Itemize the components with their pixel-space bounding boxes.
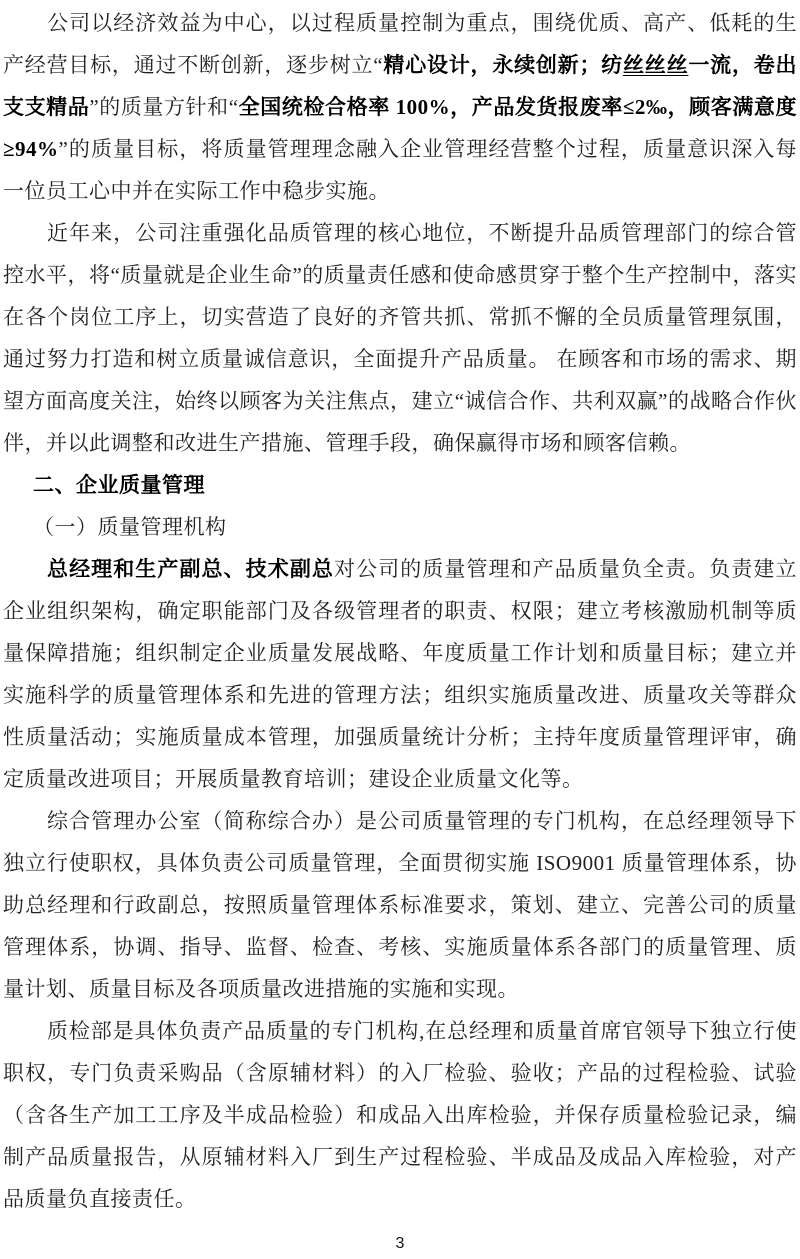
- text-run: 全国统检合格率 100%，产品发货报废率≤2‰，顾客满意度≥94%: [3, 95, 797, 161]
- section-heading: [3, 464, 797, 506]
- paragraph: [3, 212, 797, 464]
- text-run: 精心设计，永续创新；纺: [383, 53, 624, 77]
- paragraph: [3, 2, 797, 212]
- page-number: 3: [395, 1235, 405, 1252]
- text-run: 对公司的质量管理和产品质量负全责。负责建立企业组织架构，确定职能部门及各级管理者的职责、权限；建立考核激励机制等质量保障措施；组织制定企业质量发展战略、年度质量工作计划和质量目标；建立并实施科学的质量管理体系和先进的管理方法；组织实施质量改进、质量攻关等群众性质量活动；实施质量成本管理，加强质量统计分析；主持年度质量管理评审，确定质量改进项目；开展质量教育培训；建设企业质量文化等。: [3, 557, 797, 791]
- paragraph: [3, 800, 797, 1010]
- paragraph: [3, 1010, 797, 1220]
- text-run: 丝丝丝: [623, 53, 689, 77]
- text-run: ”的质量目标，将质量管理理念融入企业管理经营整个过程，质量意识深入每一位员工心中并在实际工作中稳步实施。: [3, 137, 797, 203]
- text-run: 公司以经济效益为中心，以过程质量控制为重点，围绕优质、高产、低耗的生产经营目标，通过不断创新，逐步树立“: [3, 11, 797, 77]
- text-run: ”的质量方针和“: [89, 95, 239, 119]
- text-run: 二、企业质量管理: [33, 473, 205, 497]
- text-run: 近年来，公司注重强化品质管理的核心地位，不断提升品质管理部门的综合管控水平，将“质量就是企业生命”的质量责任感和使命感贯穿于整个生产控制中，落实在各个岗位工序上，切实营造了良好的齐管共抓、常抓不懈的全员质量管理氛围，通过努力打造和树立质量诚信意识，全面提升产品质量。 在顾客和市场的需求、期望方面高度关注，始终以顾客为关注焦点，建立“诚信合作、共利双赢”的战略合作伙伴，并以此调整和改进生产措施、管理手段，确保赢得市场和顾客信赖。: [3, 221, 797, 455]
- subsection-heading: [3, 506, 797, 548]
- text-run: 综合管理办公室（简称综合办）是公司质量管理的专门机构，在总经理领导下独立行使职权，具体负责公司质量管理，全面贯彻实施 ISO9001 质量管理体系，协助总经理和行政副总，按照质量管理体系标准要求，策划、建立、完善公司的质量管理体系，协调、指导、监督、检查、考核、实施质量体系各部门的质量管理、质量计划、质量目标及各项质量改进措施的实施和实现。: [3, 809, 797, 1001]
- text-run: 总经理和生产副总、技术副总: [47, 557, 334, 581]
- text-run: 质检部是具体负责产品质量的专门机构,在总经理和质量首席官领导下独立行使职权，专门负责采购品（含原辅材料）的入厂检验、验收；产品的过程检验、试验（含各生产加工工序及半成品检验）和成品入出库检验，并保存质量检验记录，编制产品质量报告，从原辅材料入厂到生产过程检验、半成品及成品入库检验，对产品质量负直接责任。: [3, 1019, 797, 1211]
- text-run: 一流，卷出支支精品: [3, 53, 798, 119]
- paragraph: [3, 548, 797, 800]
- text-run: （一）质量管理机构: [33, 515, 227, 539]
